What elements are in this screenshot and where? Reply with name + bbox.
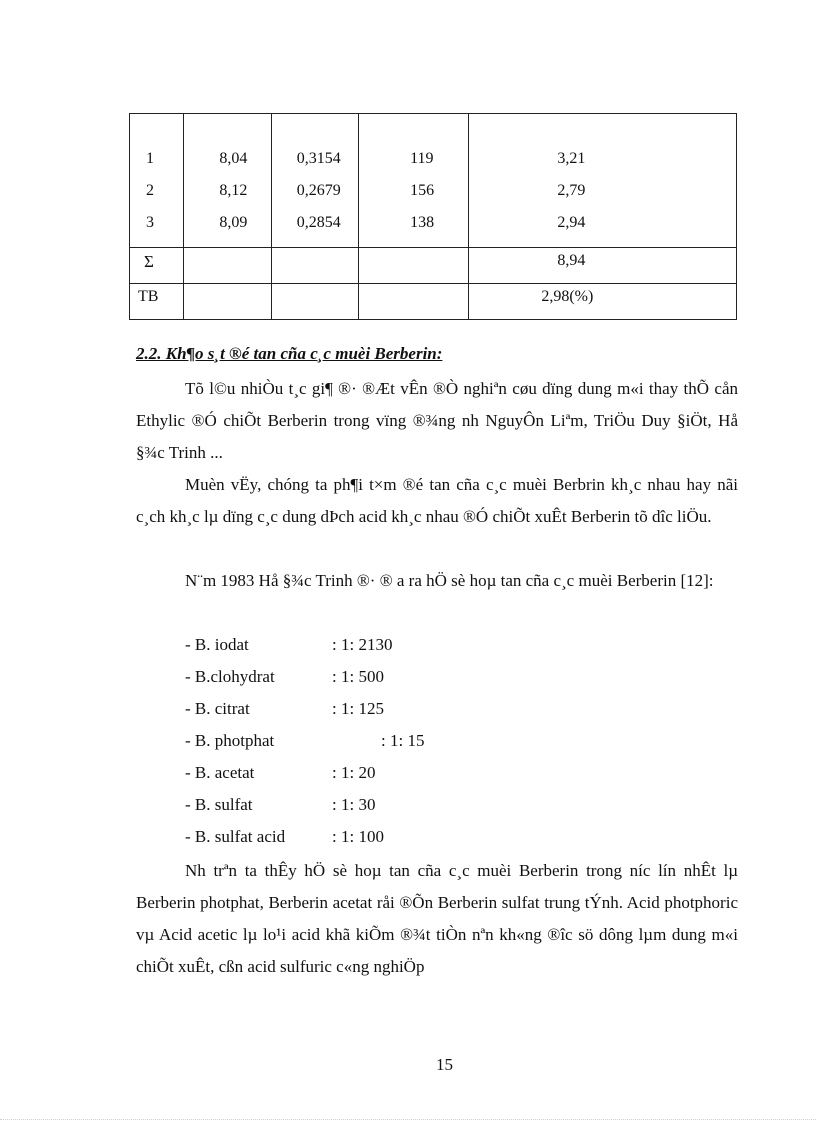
sum-value: 8,94 (469, 248, 737, 284)
salt-name: - B. iodat (185, 635, 249, 654)
sum-row (130, 248, 737, 284)
results-table (129, 113, 737, 320)
salt-name: - B.clohydrat (185, 667, 275, 686)
table-cell: 0,2679 (296, 182, 341, 199)
table-cell: 8,04 (219, 150, 248, 167)
solubility-ratio: : 1: 30 (332, 795, 376, 814)
paragraph-2: Muèn vËy, chóng ta ph¶i t×m ®é tan cña c¸c muèi Berbrin kh¸c nhau hay nãi c¸ch kh¸c lµ dïng c¸c dung dÞch acid kh¸c nhau ®Ó chiÕt xuÊt Berberin tõ dîc liÖu. (136, 475, 738, 526)
table-cell: 0,3154 (296, 150, 341, 167)
salt-name: - B. sulfat acid (185, 827, 286, 846)
table-cell: 0,2854 (296, 214, 341, 231)
table-cell: 156 (410, 182, 435, 199)
page-number: 15 (436, 1055, 453, 1074)
table-cell: 8,09 (219, 214, 248, 231)
column-a (184, 114, 271, 248)
paragraph-1: Tõ l©u nhiÒu t¸c gi¶ ®· ®Æt vÊn ®Ò nghiªn cøu dïng dung m«i thay thÕ cån Ethylic ®Ó chiÕt Berberin trong vïng ®¾ng nh NguyÔn Liªm, TriÖu Duy §iÖt, Hå §¾c Trinh ... (136, 379, 738, 462)
table-cell: 3 (146, 214, 154, 231)
section-heading: 2.2. Kh¶o s¸t ®é tan cña c¸c muèi Berberin: (136, 344, 443, 363)
average-row (130, 284, 737, 320)
solubility-ratio: : 1: 500 (332, 667, 384, 686)
table-cell: 8,12 (219, 182, 248, 199)
paragraph-3: N¨m 1983 Hå §¾c Trinh ®· ® a ra hÖ sè hoµ tan cña c¸c muèi Berberin [12]: (185, 571, 714, 590)
salt-name: - B. citrat (185, 699, 250, 718)
table-cell: 1 (146, 150, 154, 167)
table-cell: 119 (410, 150, 434, 167)
average-label: TB (130, 284, 184, 320)
paragraph-4: Nh trªn ta thÊy hÖ sè hoµ tan cña c¸c muèi Berberin trong níc lín nhÊt lµ Berberin photphat, Berberin acetat råi ®Õn Berberin sulfat trung tÝnh. Acid photphoric vµ Acid acetic lµ lo¹i acid khã kiÕm ®¾t tiÒn nªn kh«ng ®îc sö dông lµm dung m«i chiÕt xuÊt, cßn acid sulfuric c«ng nghiÖp (136, 861, 738, 976)
solubility-ratio: : 1: 15 (381, 731, 425, 750)
table-cell: 138 (410, 214, 435, 231)
average-value: 2,98(%) (469, 284, 737, 320)
table-cell: 3,21 (557, 150, 586, 167)
table-row (130, 114, 737, 248)
solubility-ratio: : 1: 2130 (332, 635, 393, 654)
solubility-ratio: : 1: 100 (332, 827, 384, 846)
table-cell: 2,94 (557, 214, 586, 231)
salt-name: - B. sulfat (185, 795, 253, 814)
table-cell: 2,79 (557, 182, 586, 199)
solubility-ratio: : 1: 20 (332, 763, 376, 782)
column-c (359, 114, 469, 248)
column-b (271, 114, 358, 248)
salt-name: - B. photphat (185, 731, 275, 750)
column-d (469, 114, 737, 248)
solubility-ratio: : 1: 125 (332, 699, 384, 718)
page-bottom-divider (0, 1119, 816, 1120)
index-column (130, 114, 184, 248)
salt-name: - B. acetat (185, 763, 255, 782)
sum-label: Σ (130, 248, 184, 284)
table-cell: 2 (146, 182, 154, 199)
